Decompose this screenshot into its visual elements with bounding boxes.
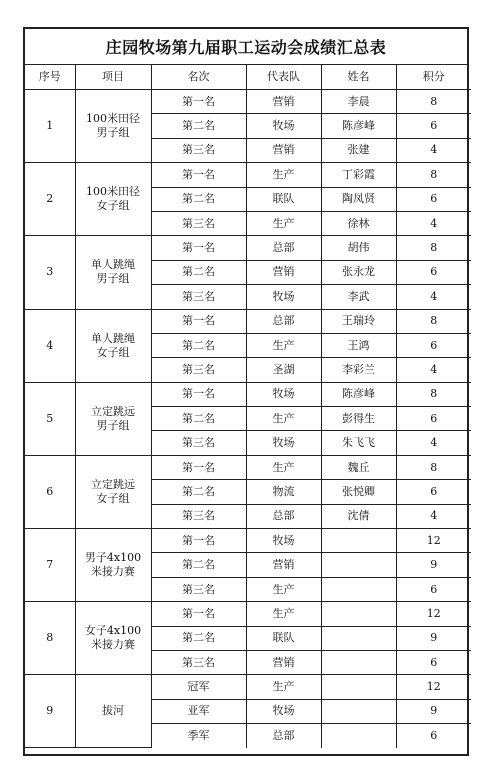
table-row (25, 236, 471, 260)
rank-cell: 第二名 (151, 553, 246, 577)
team-cell: 牧场 (246, 114, 321, 138)
name-cell: 陈彦峰 (321, 114, 396, 138)
name-cell (321, 724, 396, 748)
name-cell: 陶凤贤 (321, 187, 396, 211)
name-cell: 徐林 (321, 211, 396, 235)
rank-cell: 第一名 (151, 382, 246, 406)
header-team: 代表队 (246, 65, 321, 90)
name-cell: 李武 (321, 285, 396, 309)
team-cell: 牧场 (246, 529, 321, 553)
score-cell: 6 (396, 480, 471, 504)
team-cell: 营销 (246, 650, 321, 674)
team-cell: 生产 (246, 455, 321, 479)
rank-cell: 第三名 (151, 577, 246, 601)
team-cell: 圣湖 (246, 358, 321, 382)
score-cell: 8 (396, 90, 471, 114)
rank-cell: 第三名 (151, 650, 246, 674)
name-cell: 王瑞玲 (321, 309, 396, 333)
rank-cell: 冠军 (151, 675, 246, 699)
results-sheet (23, 27, 469, 756)
name-cell: 魏丘 (321, 455, 396, 479)
name-cell: 张永龙 (321, 260, 396, 284)
header-score: 积分 (396, 65, 471, 90)
event-name-line: 立定跳远 (91, 404, 135, 418)
rank-cell: 第二名 (151, 333, 246, 357)
name-cell: 张悦卿 (321, 480, 396, 504)
team-cell: 牧场 (246, 699, 321, 723)
event-name-line: 拔河 (102, 704, 124, 718)
name-cell (321, 529, 396, 553)
score-cell: 8 (396, 455, 471, 479)
score-cell: 4 (396, 285, 471, 309)
name-cell: 陈彦峰 (321, 382, 396, 406)
name-cell (321, 626, 396, 650)
team-cell: 总部 (246, 504, 321, 528)
team-cell: 总部 (246, 309, 321, 333)
rank-cell: 亚军 (151, 699, 246, 723)
score-cell: 8 (396, 163, 471, 187)
event-cell (75, 163, 151, 236)
team-cell: 营销 (246, 553, 321, 577)
table-row (25, 382, 471, 406)
name-cell (321, 553, 396, 577)
rank-cell: 第二名 (151, 480, 246, 504)
seq-cell: 6 (25, 455, 75, 528)
rank-cell: 第二名 (151, 114, 246, 138)
score-cell: 6 (396, 724, 471, 748)
team-cell: 生产 (246, 211, 321, 235)
rank-cell: 第一名 (151, 90, 246, 114)
event-name-line: 女子组 (96, 199, 130, 213)
score-cell: 8 (396, 309, 471, 333)
rank-cell: 第三名 (151, 358, 246, 382)
table-row (25, 309, 471, 333)
name-cell: 李晨 (321, 90, 396, 114)
score-cell: 12 (396, 529, 471, 553)
team-cell: 生产 (246, 602, 321, 626)
seq-cell: 4 (25, 309, 75, 382)
name-cell: 张建 (321, 138, 396, 162)
name-cell (321, 577, 396, 601)
score-cell: 4 (396, 358, 471, 382)
event-name-line: 米接力赛 (91, 638, 135, 652)
seq-cell: 1 (25, 90, 75, 163)
event-name-line: 单人跳绳 (91, 258, 135, 272)
event-cell (75, 90, 151, 163)
table-row (25, 163, 471, 187)
event-name-line: 单人跳绳 (91, 331, 135, 345)
seq-cell: 5 (25, 382, 75, 455)
seq-cell: 3 (25, 236, 75, 309)
rank-cell: 第一名 (151, 163, 246, 187)
name-cell: 朱飞飞 (321, 431, 396, 455)
rank-cell: 第三名 (151, 211, 246, 235)
event-cell (75, 529, 151, 602)
results-table (25, 65, 471, 748)
score-cell: 9 (396, 626, 471, 650)
rank-cell: 第一名 (151, 309, 246, 333)
rank-cell: 季军 (151, 724, 246, 748)
sheet-title: 庄园牧场第九届职工运动会成绩汇总表 (25, 29, 467, 65)
team-cell: 总部 (246, 236, 321, 260)
rank-cell: 第二名 (151, 626, 246, 650)
event-name-line: 100米田径 (86, 185, 140, 199)
team-cell: 牧场 (246, 382, 321, 406)
score-cell: 12 (396, 675, 471, 699)
score-cell: 9 (396, 553, 471, 577)
rank-cell: 第三名 (151, 431, 246, 455)
table-row (25, 675, 471, 699)
name-cell: 胡伟 (321, 236, 396, 260)
name-cell (321, 650, 396, 674)
team-cell: 总部 (246, 724, 321, 748)
table-row (25, 90, 471, 114)
event-cell (75, 455, 151, 528)
score-cell: 6 (396, 577, 471, 601)
team-cell: 生产 (246, 163, 321, 187)
name-cell (321, 675, 396, 699)
score-cell: 4 (396, 431, 471, 455)
event-name-line: 100米田径 (86, 112, 140, 126)
event-cell (75, 309, 151, 382)
team-cell: 牧场 (246, 285, 321, 309)
event-name-line: 男子组 (96, 272, 130, 286)
rank-cell: 第一名 (151, 529, 246, 553)
rank-cell: 第一名 (151, 236, 246, 260)
table-row (25, 602, 471, 626)
team-cell: 生产 (246, 675, 321, 699)
score-cell: 8 (396, 236, 471, 260)
event-name-line: 米接力赛 (91, 565, 135, 579)
team-cell: 生产 (246, 407, 321, 431)
team-cell: 物流 (246, 480, 321, 504)
team-cell: 生产 (246, 577, 321, 601)
event-name-line: 男子4x100 (84, 551, 142, 565)
score-cell: 6 (396, 260, 471, 284)
rank-cell: 第一名 (151, 602, 246, 626)
event-cell (75, 602, 151, 675)
score-cell: 6 (396, 407, 471, 431)
event-cell (75, 675, 151, 748)
team-cell: 营销 (246, 90, 321, 114)
header-name: 姓名 (321, 65, 396, 90)
score-cell: 4 (396, 138, 471, 162)
score-cell: 6 (396, 187, 471, 211)
team-cell: 联队 (246, 626, 321, 650)
score-cell: 8 (396, 382, 471, 406)
name-cell (321, 602, 396, 626)
name-cell: 沈倩 (321, 504, 396, 528)
event-name-line: 立定跳远 (91, 477, 135, 491)
event-cell (75, 382, 151, 455)
score-cell: 12 (396, 602, 471, 626)
score-cell: 6 (396, 333, 471, 357)
seq-cell: 9 (25, 675, 75, 748)
rank-cell: 第二名 (151, 407, 246, 431)
event-name-line: 男子组 (96, 418, 130, 432)
rank-cell: 第三名 (151, 285, 246, 309)
team-cell: 牧场 (246, 431, 321, 455)
team-cell: 营销 (246, 260, 321, 284)
team-cell: 联队 (246, 187, 321, 211)
header-row (25, 65, 471, 90)
event-name-line: 男子组 (96, 126, 130, 140)
name-cell (321, 699, 396, 723)
score-cell: 4 (396, 504, 471, 528)
team-cell: 营销 (246, 138, 321, 162)
event-name-line: 女子4x100 (84, 624, 142, 638)
score-cell: 9 (396, 699, 471, 723)
seq-cell: 8 (25, 602, 75, 675)
event-name-line: 女子组 (96, 345, 130, 359)
rank-cell: 第三名 (151, 138, 246, 162)
score-cell: 6 (396, 650, 471, 674)
table-row (25, 529, 471, 553)
name-cell: 彭得生 (321, 407, 396, 431)
rank-cell: 第二名 (151, 187, 246, 211)
table-row (25, 455, 471, 479)
name-cell: 王鸿 (321, 333, 396, 357)
rank-cell: 第一名 (151, 455, 246, 479)
event-name-line: 女子组 (96, 491, 130, 505)
score-cell: 4 (396, 211, 471, 235)
header-rank: 名次 (151, 65, 246, 90)
name-cell: 李彩兰 (321, 358, 396, 382)
event-cell (75, 236, 151, 309)
name-cell: 丁彩霞 (321, 163, 396, 187)
team-cell: 生产 (246, 333, 321, 357)
header-seq: 序号 (25, 65, 75, 90)
seq-cell: 7 (25, 529, 75, 602)
rank-cell: 第三名 (151, 504, 246, 528)
results-body (25, 90, 471, 748)
header-event: 项目 (75, 65, 151, 90)
rank-cell: 第二名 (151, 260, 246, 284)
score-cell: 6 (396, 114, 471, 138)
seq-cell: 2 (25, 163, 75, 236)
